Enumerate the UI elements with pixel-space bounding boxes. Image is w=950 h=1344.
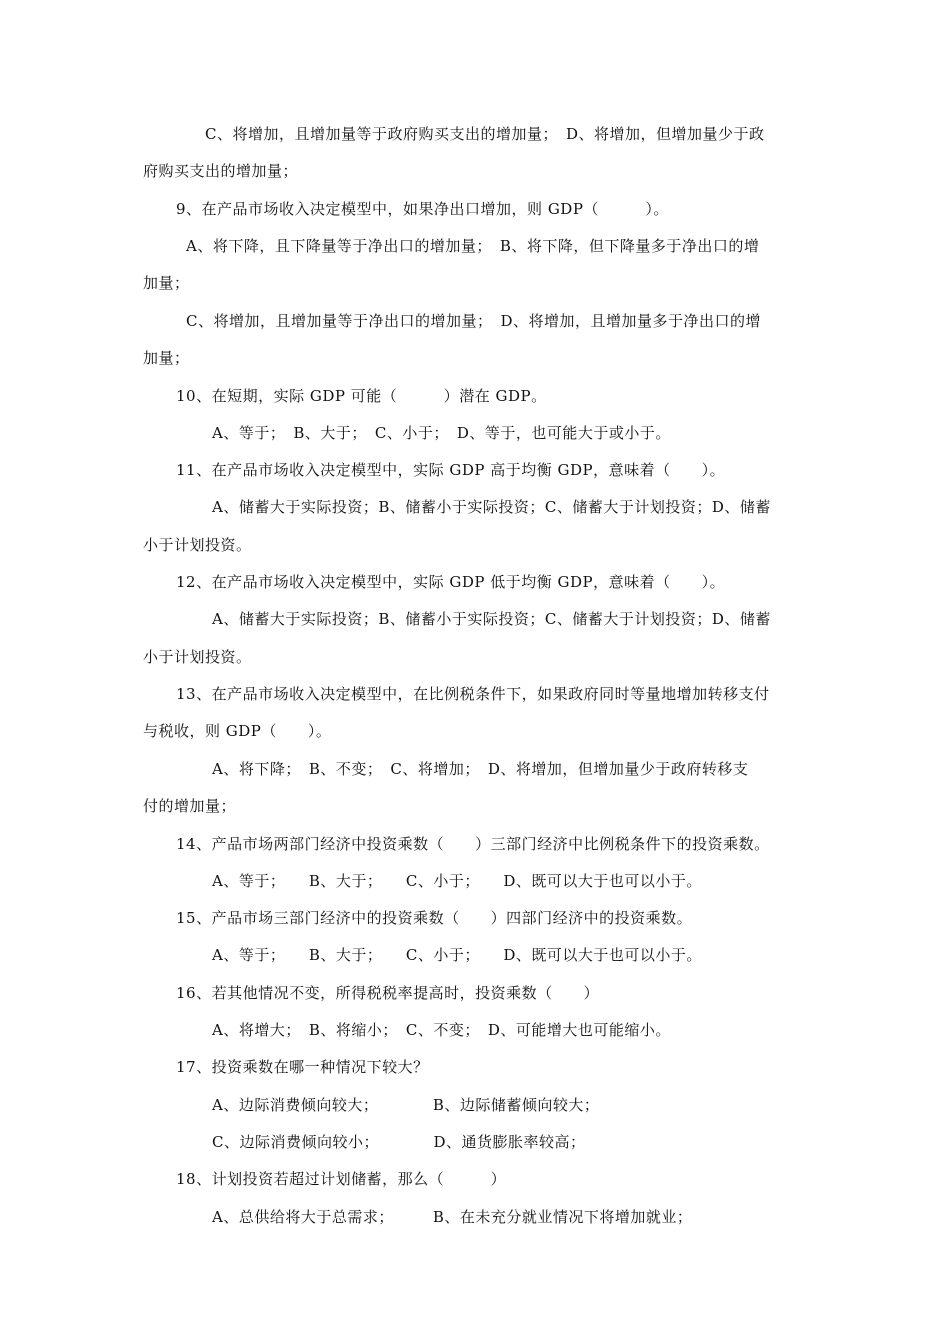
question-17: 17、投资乘数在哪一种情况下较大？ [176,1058,429,1076]
question-10: 10、在短期，实际 GDP 可能（ ）潜在 GDP。 [176,387,547,405]
option-line-q9-cd: C、将增加，且增加量等于净出口的增加量； D、将增加，且增加量多于净出口的增 [186,312,762,330]
option-line-q15: A、等于； B、大于； C、小于； D、既可以大于也可以小于。 [212,946,702,964]
option-line-q14: A、等于； B、大于； C、小于； D、既可以大于也可以小于。 [212,872,702,890]
question-13-cont: 与税收，则 GDP（ ）。 [143,722,332,740]
option-line-q8-cd: C、将增加，且增加量等于政府购买支出的增加量； D、将增加，但增加量少于政 [205,125,765,143]
option-line-q9-ab-cont: 加量； [143,274,190,292]
option-line-q17-cd: C、边际消费倾向较小； D、通货膨胀率较高； [212,1133,586,1151]
option-line-q11-cont: 小于计划投资。 [143,536,252,554]
question-13: 13、在产品市场收入决定模型中，在比例税条件下，如果政府同时等量地增加转移支付 [176,685,770,703]
question-14: 14、产品市场两部门经济中投资乘数（ ）三部门经济中比例税条件下的投资乘数。 [176,835,770,853]
option-line-q18-ab: A、总供给将大于总需求； B、在未充分就业情况下将增加就业； [212,1208,693,1226]
question-12: 12、在产品市场收入决定模型中，实际 GDP 低于均衡 GDP，意味着（ ）。 [176,573,726,591]
question-18: 18、计划投资若超过计划储蓄，那么（ ） [176,1170,507,1188]
option-line-q12: A、储蓄大于实际投资；B、储蓄小于实际投资；C、储蓄大于计划投资；D、储蓄 [212,610,771,628]
option-line-q17-ab: A、边际消费倾向较大； B、边际储蓄倾向较大； [212,1096,600,1114]
question-11: 11、在产品市场收入决定模型中，实际 GDP 高于均衡 GDP，意味着（ ）。 [176,461,726,479]
question-9: 9、在产品市场收入决定模型中，如果净出口增加，则 GDP（ ）。 [176,200,669,218]
option-line-q9-ab: A、将下降，且下降量等于净出口的增加量； B、将下降，但下降量多于净出口的增 [186,237,760,255]
option-line-q8-cont: 府购买支出的增加量； [143,162,299,180]
option-line-q12-cont: 小于计划投资。 [143,648,252,666]
option-line-q13-cont: 付的增加量； [143,797,237,815]
question-15: 15、产品市场三部门经济中的投资乘数（ ）四部门经济中的投资乘数。 [176,909,693,927]
option-line-q16: A、将增大； B、将缩小； C、不变； D、可能增大也可能缩小。 [212,1021,671,1039]
option-line-q13: A、将下降； B、不变； C、将增加； D、将增加，但增加量少于政府转移支 [212,760,749,778]
option-line-q11: A、储蓄大于实际投资；B、储蓄小于实际投资；C、储蓄大于计划投资；D、储蓄 [212,498,771,516]
option-line-q10: A、等于； B、大于； C、小于； D、等于，也可能大于或小于。 [212,424,671,442]
question-16: 16、若其他情况不变，所得税税率提高时，投资乘数（ ） [176,984,600,1002]
option-line-q9-cd-cont: 加量； [143,349,190,367]
